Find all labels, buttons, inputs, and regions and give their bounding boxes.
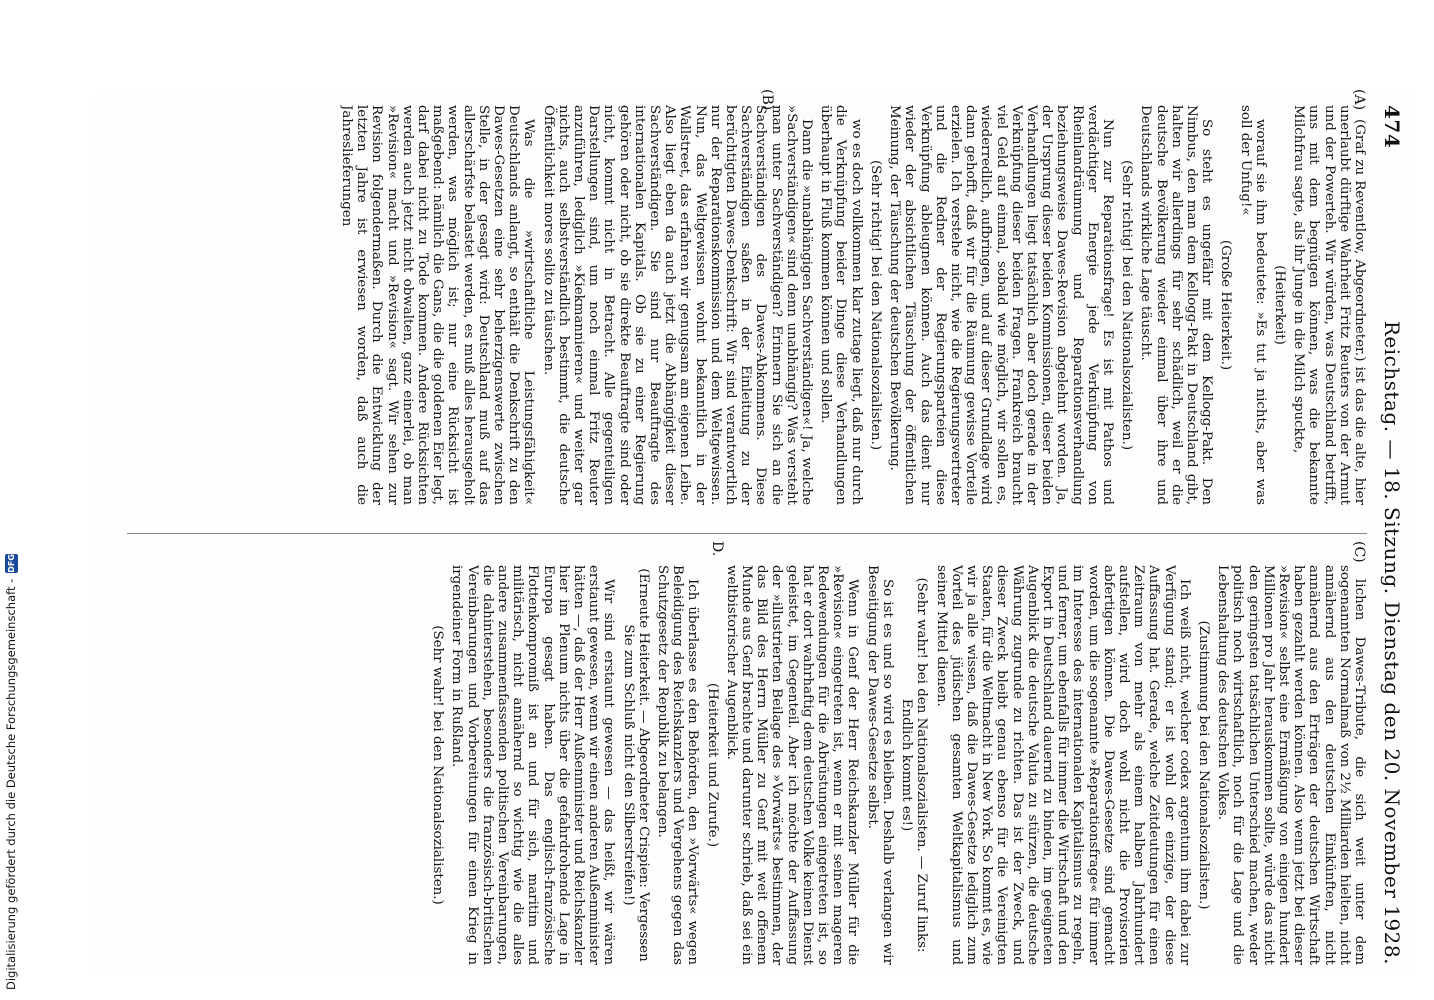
dfg-logo: DFG [6,554,16,573]
paragraph: Wir sind erstaunt gewesen — das heißt, wir wären erstaunt gewesen, wenn wir einen anderen Außenminister hätten —, daß der Herr Außenminister und Reichskanzler hier im Plenum nichts über die gefahrdrohende Lage in Europa gesagt haben. Das englisch-französische Flottenkompromiß ist an und für sich, maritim und militärisch, nicht annähernd so wichtig wie die alles andere zusammenfassenden politischen Vereinbarungen, die dahinterstehen, besonders die französisch-britischen Vereinbarungen und Vorbereitungen für einen Krieg in irgendeiner Form in Rußland. [449,565,617,965]
paragraph: (Heiterkeit und Zurufe.) [704,682,720,848]
paragraph: Ich überlasse es den Behörden, den »Vorwärts« wegen Beleidigung des Reichskanzlers und Vergehens gegen das Schutzgesetz der Republik zu belangen. [655,565,701,965]
scanned-page [95,89,1415,975]
paragraph: lichen Dawes-Tribute, die sich weit unter dem sogenannten Normalmaß von 2½ Milliarden hielten, nicht annähernd aus den deutschen Einkünften, nicht annähernd aus den Erträgen der deutschen Wirtschaft haben gezahlt werden können. Also wenn jetzt bei dieser »Revision« selbst eine Ermäßigung von einigen hundert Millionen pro Jahr herauskommen sollte, würde das nicht den geringsten tatsächlichen Unterschied machen, weder politisch noch wirtschaftlich, noch für die Lage und die Lebenshaltung des deutschen Volkes. [1215,565,1367,965]
paragraph: Dann die »unabhängigen Sachverständigen«! Ja, welche »Sachverständigen« sind denn unabhängig? Was versteht man unter Sachverständigen? Erinnern Sie sich an die Sachverständigen des Dawes-Abkommens. Diese Sachverständigen saßen in der Einleitung zu der berüchtigten Dawes-Denkschrift: Wir sind verantwortlich nur der Reparationskommission und dem Weltgewissen. Nun, das Weltgewissen wohnt bekanntlich in der Wallstreet, das erfahren wir genugsam am eigenen Leibe. Also liegt eben da auch jetzt die Abhängigkeit dieser Sachverständigen. Sie sind nur Beauftragte des internationalen Kapitals. Ob sie zu einer Regierung gehören oder nicht, ob sie direkte Beauftragte sind oder nicht, kommt nicht in Betracht. Alle gegenteiligen Darstellungen sind, um noch einmal Fritz Reuter anzuführen, lediglich »Kiekmannieren« und weiter gar nichts, auch selbstverständlich bestimmt, die deutsche Öffentlichkeit mores solito zu täuschen. [540,105,815,505]
paragraph: So steht es ungefähr mit dem Kellogg-Pakt. Den Nimbus, den man dem Kellogg-Pakt in Deutschland gibt, halten wir allerdings für sehr schädlich, weil er die deutsche Bevölkerung wieder einmal über ihre und Deutschlands wirkliche Lage täuscht. [1138,105,1215,505]
paragraph: Ich weiß nicht, welcher codex argentum ihm dabei zur Verfügung stand; er ist wohl der einzige, der diese Auffassung hat. Gerade, welche Zeitdeutungen für einen Zeitraum von mehr als einem halben Jahrhundert aufstellen, wird doch wohl nicht die Provisorien abfertigen können. Die Dawes-Gesetze sind gemacht worden, um die sogenannte »Reparationsfrage« für immer im Interesse des internationalen Kapitalismus zu regeln, und ferner, um ebenfalls für immer die Wirtschaft und den Export in Deutschland dauernd zu binden, im geeigneten Augenblick die deutsche Valuta zu stürzen, die deutsche Währung zugrunde zu richten. Das ist der Zweck, und dieser Zweck bleibt genau ebenso für die Vereinigten Staaten, für die Weltmacht in New York. So kommt es, wie wir ja alle wissen, daß die Dawes-Gesetze lediglich zum Vorteil des jüdischen gesamten Weltkapitalismus und seiner Mittel dienen. [933,565,1192,965]
footer-credit [2,554,20,990]
page-header [1377,105,1407,965]
paragraph: worauf sie ihm bedeutete: »Es tut ja nichts, aber was soll der Unfug!« [1237,105,1268,505]
paragraph: wo es doch vollkommen klar zutage liegt, daß nur durch die Verknüpfung beider Dinge diese Verhandlungen überhaupt in Fluß kommen können und sollen. [818,105,864,505]
page-number: 474 [1380,105,1404,149]
paragraph: So ist es und so wird es bleiben. Deshalb verlangen wir Beseitigung der Dawes-Gesetze selbst. [864,565,895,965]
margin-mark-a: (A) [1351,89,1367,111]
left-text-column [127,105,1367,505]
paragraph: (Zustimmung bei den Nationalsozialisten.) [1195,620,1211,910]
paragraph: (Heiterkeit) [1271,265,1287,345]
paragraph: (Sehr wahr! bei den Nationalsozialisten.) [430,625,446,905]
page-title: Reichstag. — 18. Sitzung. Dienstag den 20. November 1928. [1380,320,1404,965]
paragraph: Was die »wirtschaftliche Leistungsfähigkeit« Deutschlands anlangt, so enthält die Denkschrift zu den Dawes-Gesetzen eine sehr beherzigenswerte zwischen Stelle, in der gesagt wird: Deutschland muß auf das allerschärfste belastet werden, es muß alles herausgeholt werden, was möglich ist; nur eine Rücksicht ist maßgebend: nämlich die Gans, die die goldenen Eier legt, darf dabei nicht zu Tode kommen. Andere Rücksichten werden auch jetzt nicht obwalten, ganz einerlei, ob man »Revision« macht und »Revision« sagt. Wir sehen zur Revision folgendermaßen. Durch die Entwicklung der letzten Jahre ist erwiesen worden, daß auch die Jahreslieferungen [339,105,537,505]
paragraph: (Sehr richtig! bei den Nationalsozialisten.) [867,159,883,451]
footer-text: Digitalisierung gefördert durch die Deutsche Forschungsgemeinschaft - [4,578,18,990]
margin-mark-c: (C) [1351,541,1367,563]
paragraph: (Sehr richtig! bei den Nationalsozialisten.) [1119,159,1135,451]
paragraph: (Graf zu Reventlow, Abgeordneter.) ist das die alte, hier unerlaubt dürftige Wahrheit Fritz Reuters von der Armut und der Powerteh. Wir würden, was Deutschland betrifft, uns mit dem begnügen können, was die bekannte Milchfrau sagte, als ihr Junge in die Milch spuckte, [1291,105,1367,505]
column-divider [127,533,1367,534]
margin-mark-d: D. [709,541,725,557]
right-text-column [127,565,1367,965]
rotated-page-content [95,89,1415,975]
paragraph: Wenn in Genf der Herr Reichskanzler Müller für die »Revision« eingetreten ist, wenn er mit seinen mageren Redewendungen für die Abrüstungen eingetreten ist, so hat er dort wahrhaftig dem deutschen Volke keinen Dienst geleistet, im Gegenteil. Aber ich möchte der Auffassung der »illustrierten Beilage des »Vorwärts« bestimmen, der das Bild des Herrn Müller zu Genf mit weit offenem Munde aus Genf brachte und darunter schrieb, daß sei ein weltbistorischer Augenblick. [723,565,861,965]
paragraph: (Große Heiterkeit.) [1218,239,1234,371]
margin-mark-b: (B) [759,89,775,111]
paragraph: (Erneute Heiterkeit. — Abgeordneter Crispien: Vergessen Sie zum Schluß nicht den Silberstreifen!) [620,568,651,962]
paragraph: (Sehr wahr! bei den Nationalsozialisten. — Zuruf links: Endlich kommt es!) [899,577,930,953]
paragraph: Nun zur Reparationsfrage! Es ist mit Pathos und verdächtiger Energie jede Verknüpfung von Rheinlandräumung und Reparationsverhandlung beziehungsweise Dawes-Revision abgelehnt worden. Ja, der Ursprung dieser beiden Kommissionen, dieser beiden Verhandlungen liegt tatsächlich aber doch gerade in der Verknüpfung dieser beiden Fragen. Frankreich braucht viel Geld auf einmal, sobald wie möglich, wir sollen es, wiederredlich, aufbringen, und auf dieser Grundlage wird dann gehofft, daß wir für die Räumung gewisse Vorteile erzielen. Ich verstehe nicht, wie die Regierungsvertreter und die Redner der Regierungsparteien diese Verknüpfung ableugnen können. Auch das dient nur wieder der absichtlichen Täuschung der öffentlichen Meinung, der Täuschung der deutschen Bevölkerung. [887,105,1115,505]
